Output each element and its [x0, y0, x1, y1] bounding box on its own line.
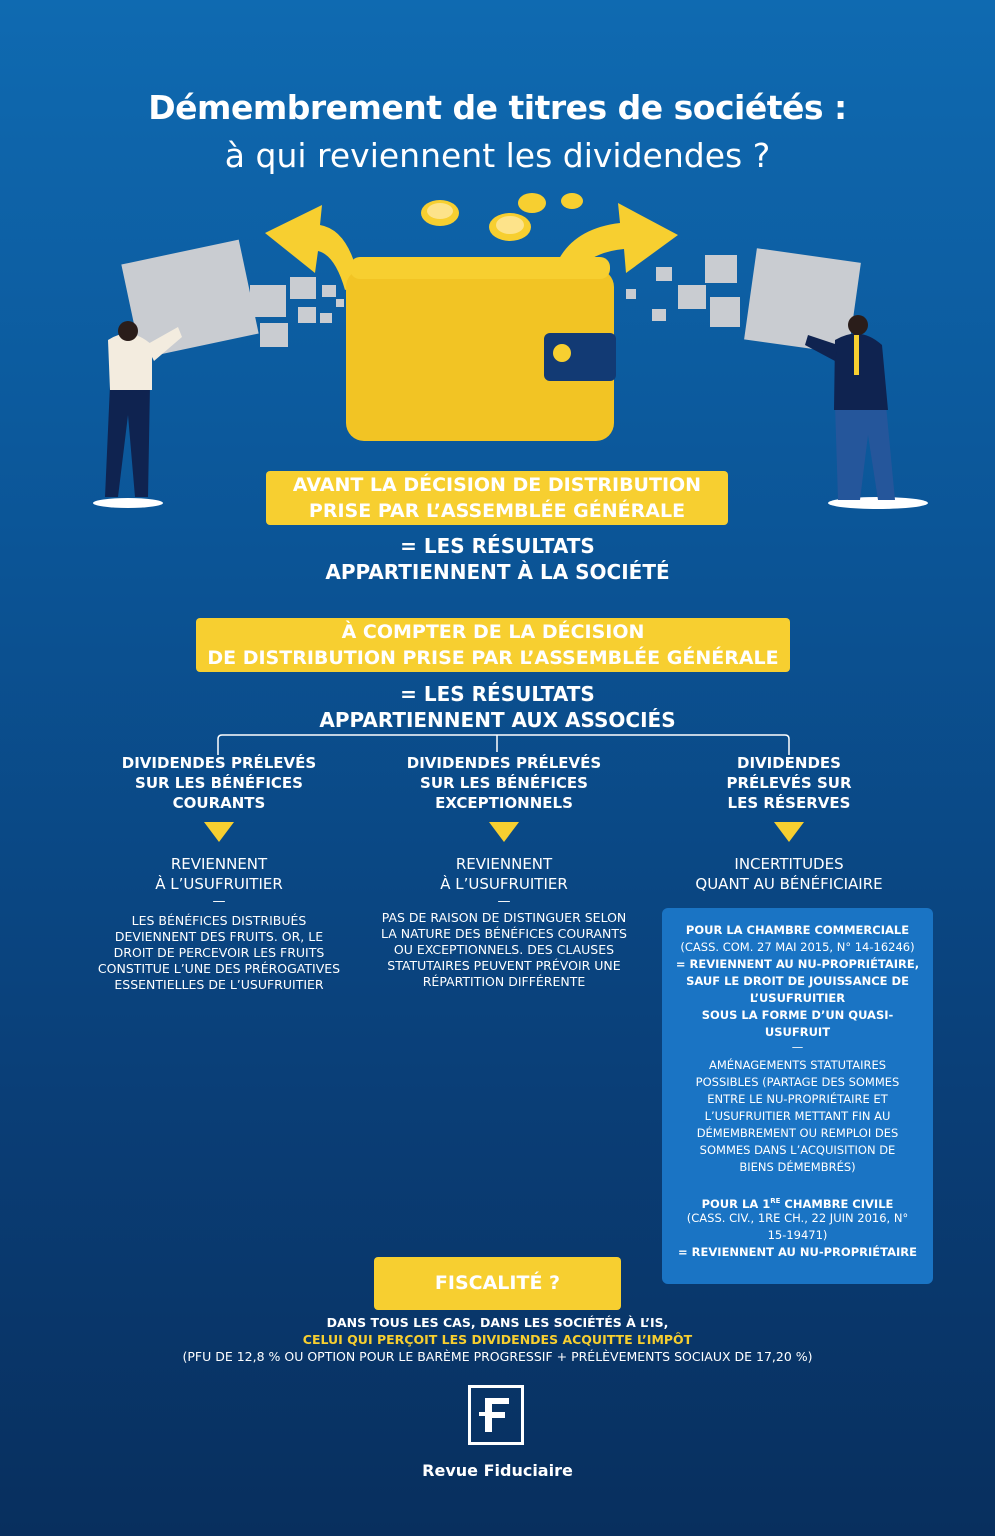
column-exceptionnels-result	[364, 854, 644, 894]
heading-line: DIVIDENDES PRÉLEVÉS	[121, 754, 317, 772]
title-sup: RE	[770, 1197, 781, 1205]
text-line: POSSIBLES (PARTAGE DES SOMMES	[695, 1075, 900, 1089]
after-box-line2: DE DISTRIBUTION PRISE PAR L’ASSEMBLÉE GÉNÉRALE	[207, 647, 779, 669]
ruling-line: SAUF LE DROIT DE JOUISSANCE DE	[686, 974, 909, 988]
after-result	[0, 681, 995, 733]
chambre-commerciale-ref: (CASS. COM. 27 MAI 2015, N° 14-16246)	[680, 940, 915, 954]
after-result-line2: APPARTIENNENT AUX ASSOCIÉS	[319, 708, 676, 732]
separator: —	[212, 894, 226, 909]
arrow-down-icon	[204, 822, 234, 842]
text-line: STATUTAIRES PEUVENT PRÉVOIR UNE	[387, 958, 621, 973]
heading-line: SUR LES BÉNÉFICES	[420, 774, 588, 792]
right-pixel-card	[626, 248, 861, 354]
after-result-line1: = LES RÉSULTATS	[400, 682, 595, 706]
text-line: DÉMEMBREMENT OU REMPLOI DES	[696, 1126, 899, 1140]
text-line: AMÉNAGEMENTS STATUTAIRES	[708, 1058, 887, 1072]
before-result-line2: APPARTIENNENT À LA SOCIÉTÉ	[325, 560, 670, 584]
column-reserves-heading	[659, 753, 919, 813]
heading-line: EXCEPTIONNELS	[435, 794, 573, 812]
chambre-civile-ruling: = REVIENNENT AU NU-PROPRIÉTAIRE	[678, 1245, 917, 1259]
text-line: DEVIENNENT DES FRUITS. OR, LE	[114, 929, 324, 944]
text-line: PAS DE RAISON DE DISTINGUER SELON	[381, 910, 627, 925]
fiscalite-line3: (PFU DE 12,8 % OU OPTION POUR LE BARÈME PROGRESSIF + PRÉLÈVEMENTS SOCIAUX DE 17,20 %)	[182, 1349, 813, 1364]
text-line: BIENS DÉMEMBRÉS)	[739, 1160, 856, 1174]
column-exceptionnels-text	[369, 910, 639, 990]
column-courants-result	[79, 854, 359, 894]
text-line: SOMMES DANS L’ACQUISITION DE	[699, 1143, 896, 1157]
text-line: CONSTITUE L’UNE DES PRÉROGATIVES	[97, 961, 341, 976]
page-title: Démembrement de titres de sociétés :	[148, 88, 847, 127]
text-line: DROIT DE PERCEVOIR LES FRUITS	[113, 945, 325, 960]
heading-line: LES RÉSERVES	[727, 794, 851, 812]
fiscalite-box: FISCALITÉ ?	[374, 1257, 621, 1310]
title-part: CHAMBRE CIVILE	[780, 1196, 894, 1211]
man-figure	[805, 315, 928, 509]
separator: —	[791, 1040, 804, 1054]
revue-fiduciaire-logo	[468, 1385, 524, 1445]
chambre-civile-ref	[670, 1210, 925, 1244]
brand-name: Revue Fiduciaire	[422, 1461, 573, 1480]
result-line: QUANT AU BÉNÉFICIAIRE	[695, 875, 883, 893]
chambre-commerciale-title: POUR LA CHAMBRE COMMERCIALE	[685, 923, 910, 937]
column-courants-text	[84, 913, 354, 993]
before-decision-box	[266, 471, 728, 525]
column-courants-heading	[89, 753, 349, 813]
page-subtitle: à qui reviennent les dividendes ?	[224, 136, 771, 175]
logo-mark-icon	[471, 1388, 521, 1442]
before-box-line1: AVANT LA DÉCISION DE DISTRIBUTION	[292, 474, 702, 496]
before-result-line1: = LES RÉSULTATS	[400, 534, 595, 558]
before-box-line2: PRISE PAR L’ASSEMBLÉE GÉNÉRALE	[308, 500, 686, 522]
coins-icon	[421, 193, 583, 241]
ref-line: 15-19471)	[767, 1228, 828, 1242]
amenagements-text	[670, 1057, 925, 1176]
result-line: REVIENNENT	[455, 855, 553, 873]
text-line: OU EXCEPTIONNELS. DES CLAUSES	[393, 942, 615, 957]
fiscalite-line2: CELUI QUI PERÇOIT LES DIVIDENDES ACQUITTE L’IMPÔT	[302, 1332, 693, 1347]
wallet-icon	[346, 257, 616, 441]
heading-line: COURANTS	[172, 794, 266, 812]
arrow-down-icon	[489, 822, 519, 842]
text-line: RÉPARTITION DIFFÉRENTE	[422, 974, 586, 989]
ruling-line: L’USUFRUITIER	[749, 991, 846, 1005]
wallet-illustration	[60, 185, 960, 515]
heading-line: DIVIDENDES	[737, 754, 841, 772]
text-line: L’USUFRUITIER METTANT FIN AU	[704, 1109, 891, 1123]
fiscalite-line1: DANS TOUS LES CAS, DANS LES SOCIÉTÉS À L’IS,	[326, 1315, 669, 1330]
after-box-line1: À COMPTER DE LA DÉCISION	[341, 621, 645, 643]
result-line: REVIENNENT	[170, 855, 268, 873]
column-exceptionnels-heading	[374, 753, 634, 813]
result-line: INCERTITUDES	[734, 855, 844, 873]
ruling-line: SOUS LA FORME D’UN QUASI-	[701, 1008, 894, 1022]
before-result	[0, 533, 995, 585]
result-line: À L’USUFRUITIER	[440, 875, 568, 893]
heading-line: SUR LES BÉNÉFICES	[135, 774, 303, 792]
chambre-commerciale-ruling	[670, 956, 925, 1041]
ruling-line: = REVIENNENT AU NU-PROPRIÉTAIRE,	[675, 957, 920, 971]
title-part: POUR LA 1	[701, 1196, 771, 1211]
ref-line: (CASS. CIV., 1RE CH., 22 JUIN 2016, N°	[686, 1211, 909, 1225]
heading-line: DIVIDENDES PRÉLEVÉS	[406, 754, 602, 772]
after-decision-box	[196, 618, 790, 672]
result-line: À L’USUFRUITIER	[155, 875, 283, 893]
heading-line: PRÉLEVÉS SUR	[726, 774, 852, 792]
ruling-line: USUFRUIT	[764, 1025, 831, 1039]
reserves-detail-box	[662, 908, 933, 1284]
arrow-down-icon	[774, 822, 804, 842]
text-line: ESSENTIELLES DE L’USUFRUITIER	[114, 977, 324, 992]
text-line: LA NATURE DES BÉNÉFICES COURANTS	[381, 926, 627, 941]
separator: —	[497, 894, 511, 909]
text-line: ENTRE LE NU-PROPRIÉTAIRE ET	[707, 1092, 888, 1106]
text-line: LES BÉNÉFICES DISTRIBUÉS	[131, 913, 307, 928]
column-reserves-result	[649, 854, 929, 894]
